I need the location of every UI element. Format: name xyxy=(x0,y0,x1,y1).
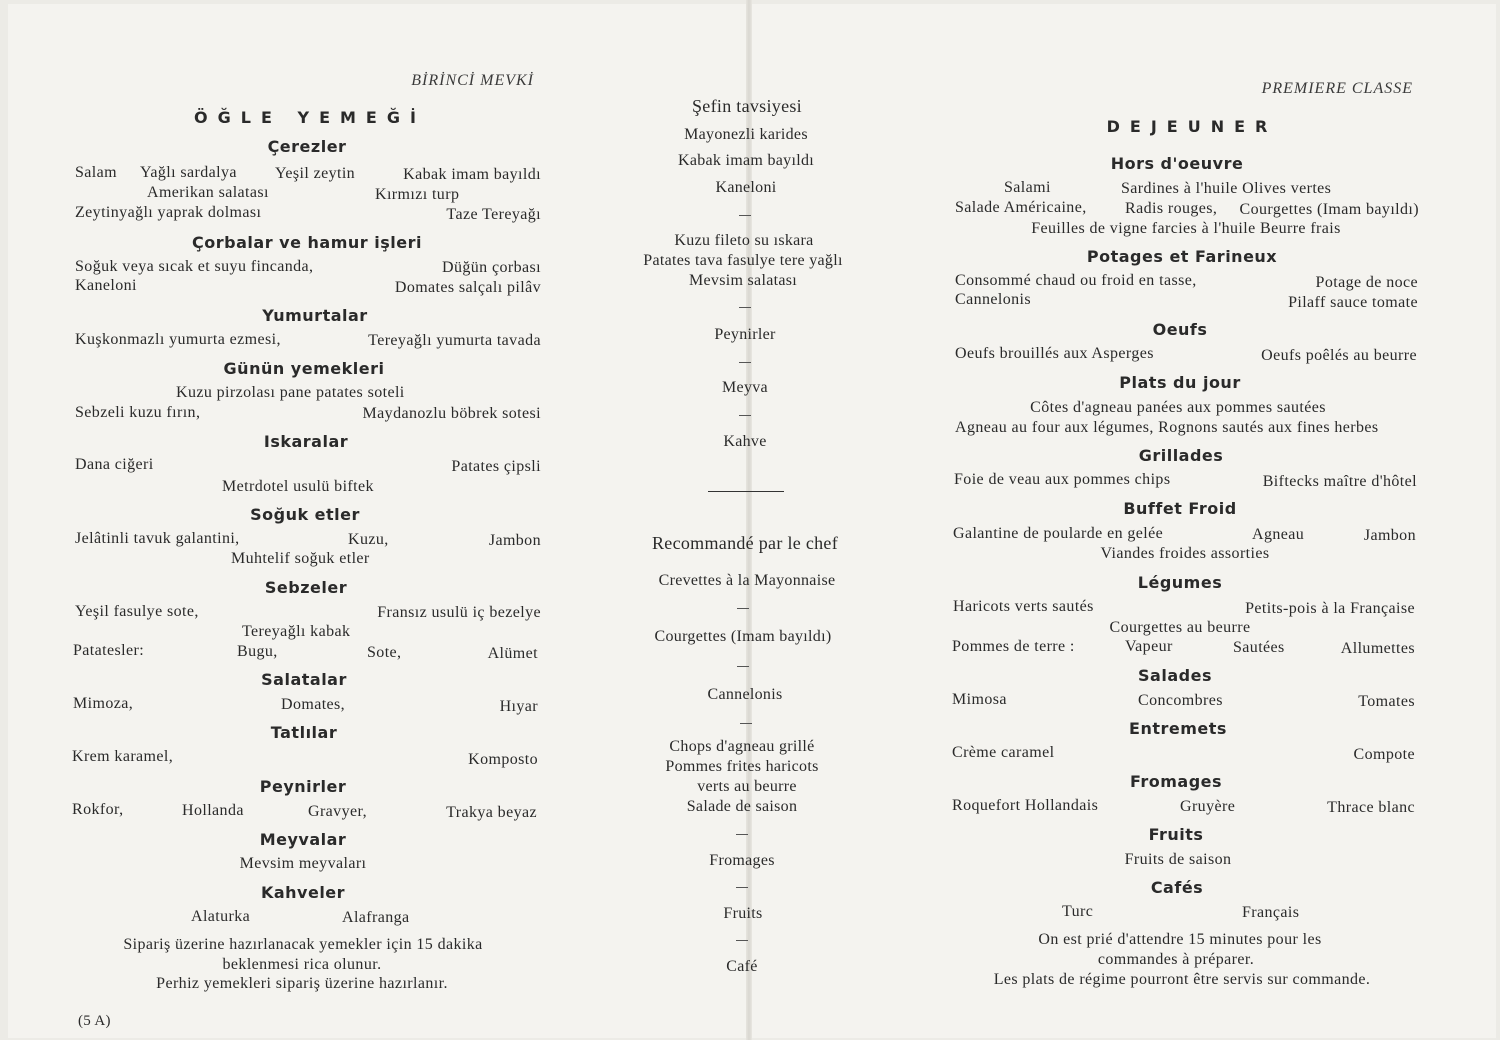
menu-item: Hollanda xyxy=(182,802,244,819)
chef-item: Kahve xyxy=(723,433,767,450)
chef-item: Crevettes à la Mayonnaise xyxy=(658,572,836,589)
menu-item: Turc xyxy=(1062,903,1094,920)
section-heading: Iskaralar xyxy=(263,432,349,451)
menu-item: Salam xyxy=(75,164,117,181)
menu-item: Domates, xyxy=(281,696,346,713)
section-heading: Soğuk etler xyxy=(250,505,360,524)
chef-item: Mevsim salatası xyxy=(688,272,798,289)
menu-item: Jambon xyxy=(1363,527,1416,544)
separator xyxy=(739,307,751,308)
menu-item: Salade Américaine, xyxy=(955,199,1087,216)
class-label: BİRİNCİ MEVKİ xyxy=(411,72,534,89)
menu-item: Haricots verts sautés xyxy=(953,598,1094,615)
menu-item: Amerikan salatası xyxy=(147,184,269,201)
menu-item: Alafranga xyxy=(342,909,410,926)
menu-item: Kaneloni xyxy=(75,277,137,294)
chef-item: Chops d'agneau grillé xyxy=(669,738,815,755)
separator xyxy=(737,608,749,609)
menu-item: Petits-pois à la Française xyxy=(1245,600,1415,617)
menu-item: Bugu, xyxy=(237,643,278,660)
footer-note: commandes à préparer. xyxy=(1097,951,1255,968)
section-heading: Tatlılar xyxy=(270,723,338,742)
section-heading: Çerezler xyxy=(267,137,347,156)
chef-item: Salade de saison xyxy=(686,798,798,815)
menu-item: Agneau xyxy=(1252,526,1305,543)
menu-item: Sebzeli kuzu fırın, xyxy=(75,404,201,421)
menu-item: Mimoza, xyxy=(73,695,134,712)
section-heading: Çorbalar ve hamur işleri xyxy=(192,233,422,252)
menu-item: Mimosa xyxy=(952,691,1007,708)
section-heading: Potages et Farineux xyxy=(1086,247,1278,266)
menu-item: Düğün çorbası xyxy=(442,259,541,276)
section-heading: Salatalar xyxy=(261,670,347,689)
section-heading: Günün yemekleri xyxy=(223,359,385,378)
separator xyxy=(736,834,748,835)
menu-item: Radis rouges, xyxy=(1125,200,1218,217)
menu-item: Zeytinyağlı yaprak dolması xyxy=(75,204,262,221)
menu-item: Tomates xyxy=(1358,693,1415,710)
menu-item: Côtes d'agneau panées aux pommes sautées xyxy=(1030,399,1326,416)
footer-note: Les plats de régime pourront être servis sur commande. xyxy=(993,971,1371,988)
menu-item: Foie de veau aux pommes chips xyxy=(954,471,1171,488)
chef-item: Kuzu fileto su ıskara xyxy=(674,232,814,249)
section-heading: Oeufs xyxy=(1152,320,1208,339)
menu-item: Muhtelif soğuk etler xyxy=(231,550,370,567)
menu-item: Kuşkonmazlı yumurta ezmesi, xyxy=(75,331,281,348)
chef-item: Fruits xyxy=(723,905,763,922)
separator xyxy=(740,723,752,724)
menu-item: Fruits de saison xyxy=(1124,851,1232,868)
menu-item: Mevsim meyvaları xyxy=(239,855,367,872)
separator xyxy=(739,415,751,416)
menu-item: Dana ciğeri xyxy=(75,456,154,473)
menu-item: Jambon xyxy=(488,532,541,549)
menu-item: Courgettes au beurre xyxy=(1109,619,1251,636)
menu-item: Kırmızı turp xyxy=(375,186,460,203)
section-heading: Légumes xyxy=(1137,573,1223,592)
footer-note: On est prié d'attendre 15 minutes pour les xyxy=(1038,931,1322,948)
menu-item: Kabak imam bayıldı xyxy=(403,166,541,183)
menu-item: Biftecks maître d'hôtel xyxy=(1262,473,1417,490)
menu-item: Metrdotel usulü biftek xyxy=(222,478,374,495)
menu-item: Thrace blanc xyxy=(1327,799,1415,816)
section-heading: Buffet Froid xyxy=(1123,499,1237,518)
footer-note: beklenmesi rica olunur. xyxy=(222,956,382,973)
chef-item: Meyva xyxy=(722,379,768,396)
section-heading: Fruits xyxy=(1148,825,1204,844)
menu-item: Sote, xyxy=(367,644,402,661)
section-heading: Sebzeler xyxy=(264,578,348,597)
section-heading: Fromages xyxy=(1129,772,1223,791)
menu-item: Compote xyxy=(1353,746,1415,763)
menu-item: Taze Tereyağı xyxy=(446,206,541,223)
menu-item: Consommé chaud ou froid en tasse, xyxy=(955,272,1197,289)
menu-item: Français xyxy=(1242,904,1300,921)
menu-item: Gravyer, xyxy=(308,803,367,820)
menu-item: Yeşil zeytin xyxy=(275,165,356,182)
separator xyxy=(739,215,751,216)
section-heading: Yumurtalar xyxy=(262,306,368,325)
section-heading: Plats du jour xyxy=(1119,373,1241,392)
menu-item: Jelâtinli tavuk galantini, xyxy=(75,530,240,547)
menu-item: Agneau au four aux légumes, Rognons sautés aux fines herbes xyxy=(955,419,1379,436)
chef-item: Kabak imam bayıldı xyxy=(677,152,815,169)
menu-item: Fransız usulü iç bezelye xyxy=(377,604,541,621)
menu-item: Kuzu pirzolası pane patates soteli xyxy=(176,384,405,401)
menu-item: Yeşil fasulye sote, xyxy=(75,603,199,620)
menu-item: Sautées xyxy=(1233,639,1285,656)
section-heading: Hors d'oeuvre xyxy=(1110,154,1244,173)
separator xyxy=(736,940,748,941)
chef-item: Cannelonis xyxy=(707,686,783,703)
section-heading: Grillades xyxy=(1138,446,1224,465)
chef-item: Pommes frites haricots xyxy=(665,758,819,775)
separator xyxy=(739,362,751,363)
menu-item: Hıyar xyxy=(499,698,538,715)
menu-item: Tereyağlı kabak xyxy=(242,623,351,640)
menu-item: Crème caramel xyxy=(952,744,1055,761)
menu-item: Courgettes (Imam bayıldı) xyxy=(1239,201,1419,218)
section-heading: Cafés xyxy=(1150,878,1204,897)
chef-item: Kaneloni xyxy=(715,179,777,196)
separator xyxy=(737,666,749,667)
menu-item: Rokfor, xyxy=(72,801,124,818)
separator xyxy=(736,887,748,888)
section-heading: Salades xyxy=(1138,666,1212,685)
section-heading: Entremets xyxy=(1129,719,1227,738)
menu-item: Alaturka xyxy=(191,908,251,925)
menu-item: Cannelonis xyxy=(955,291,1031,308)
menu-item: Patates çipsli xyxy=(451,458,541,475)
chef-item: Courgettes (Imam bayıldı) xyxy=(654,628,832,645)
chef-heading-tr: Şefin tavsiyesi xyxy=(692,96,802,116)
menu-item: Viandes froides assorties xyxy=(1100,545,1270,562)
chef-item: Peynirler xyxy=(714,326,776,343)
menu-item: Pommes de terre : xyxy=(952,638,1075,655)
menu-item: Gruyère xyxy=(1180,798,1236,815)
menu-item: Sardines à l'huile Olives vertes xyxy=(1121,180,1332,197)
page-number: (5 A) xyxy=(78,1013,111,1029)
menu-item: Salami xyxy=(1004,179,1051,196)
class-label: PREMIERE CLASSE xyxy=(1261,80,1413,97)
footer-note: Sipariş üzerine hazırlanacak yemekler için 15 dakika xyxy=(123,936,483,953)
menu-item: Domates salçalı pilâv xyxy=(394,279,541,296)
menu-item: Patatesler: xyxy=(73,642,145,659)
footer-note: Perhiz yemekleri sipariş üzerine hazırlanır. xyxy=(156,975,448,992)
section-heading: Kahveler xyxy=(260,883,346,902)
menu-item: Yağlı sardalya xyxy=(140,164,237,181)
menu-item: Concombres xyxy=(1138,692,1223,709)
chef-heading-fr: Recommandé par le chef xyxy=(651,533,839,553)
menu-item: Komposto xyxy=(468,751,538,768)
menu-title: DEJEUNER xyxy=(1106,117,1278,136)
chef-item: Fromages xyxy=(709,852,775,869)
menu-item: Kuzu, xyxy=(348,531,389,548)
divider-line xyxy=(708,491,784,492)
chef-item: verts au beurre xyxy=(697,778,797,795)
menu-item: Tereyağlı yumurta tavada xyxy=(368,332,541,349)
menu-item: Maydanozlu böbrek sotesi xyxy=(362,405,541,422)
menu-item: Roquefort Hollandais xyxy=(952,797,1099,814)
chef-item: Patates tava fasulye tere yağlı xyxy=(643,252,843,269)
menu-item: Krem karamel, xyxy=(72,748,174,765)
menu-item: Vapeur xyxy=(1125,638,1173,655)
menu-item: Trakya beyaz xyxy=(446,804,537,821)
menu-item: Oeufs poêlés au beurre xyxy=(1261,347,1417,364)
menu-item: Soğuk veya sıcak et suyu fincanda, xyxy=(75,258,314,275)
menu-item: Potage de noce xyxy=(1315,274,1418,291)
menu-item: Pilaff sauce tomate xyxy=(1288,294,1418,311)
menu-title: ÖĞLE YEMEĞİ xyxy=(194,108,426,127)
menu-item: Oeufs brouillés aux Asperges xyxy=(955,345,1154,362)
chef-item: Café xyxy=(726,958,758,975)
menu-item: Galantine de poularde en gelée xyxy=(953,525,1164,542)
menu-item: Alümet xyxy=(487,645,538,662)
menu-item: Feuilles de vigne farcies à l'huile Beurre frais xyxy=(1031,220,1341,237)
chef-item: Mayonezli karides xyxy=(684,126,808,143)
section-heading: Meyvalar xyxy=(259,830,347,849)
menu-item: Allumettes xyxy=(1340,640,1415,657)
section-heading: Peynirler xyxy=(259,777,347,796)
